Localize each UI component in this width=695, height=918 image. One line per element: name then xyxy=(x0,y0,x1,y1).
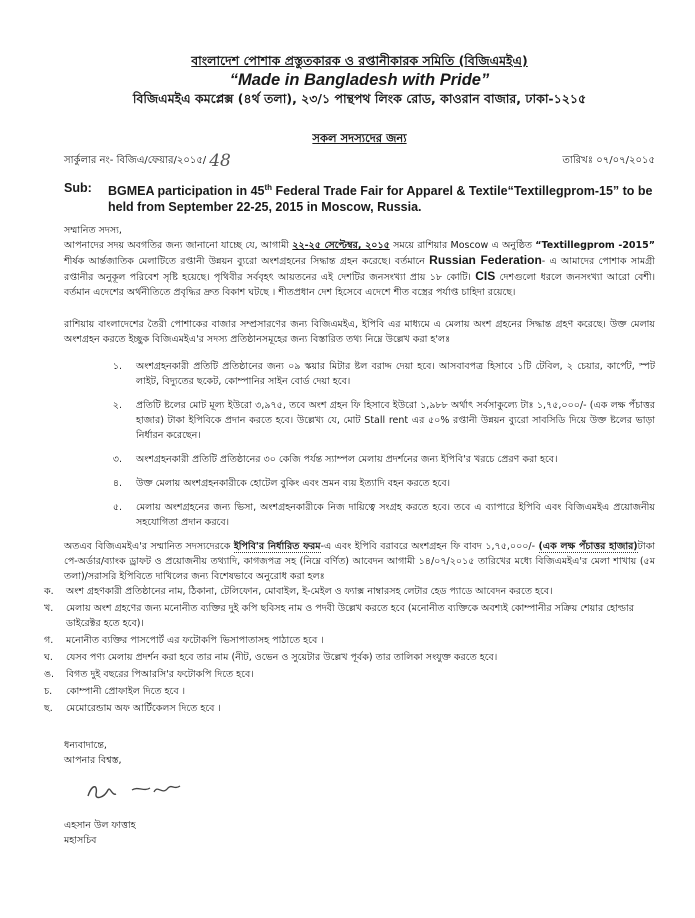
yours-line: আপনার বিশ্বস্ত, xyxy=(64,755,122,767)
requirement-text: মেলায় অংশ গ্রহণের জন্য মনোনীত ব্যক্তির দুই কপি ছবিসহ নাম ও পদবী উল্লেখ করতে হবে (মনোনীত ব্যক্তিকে অবশ্যই কোম্পানীর সক্রিয় শেয়ার হোল্ডার ডাইরেক্টর হতে হবে)। xyxy=(66,603,635,630)
list-item xyxy=(44,601,655,631)
requirement-letter: ক. xyxy=(44,586,54,598)
circular-number-label: সার্কুলার নং- বিজিএ/ফেয়ার/২০১৫/ xyxy=(64,155,207,166)
epb-form: ইপিবি'র নির্ধারিত ফরম xyxy=(233,541,321,553)
subject-text xyxy=(108,180,655,215)
para1-d: - এ আমাদের পোশাক সামগ্রী রপ্তানীর অনুকূল পরিবেশ সৃষ্টি হয়েছে। পৃথিবীর সর্ববৃহৎ আয়তনের এই দেশটির জনসংখ্যা প্রায় ১৮ কোটি। xyxy=(64,256,655,284)
requirement-text: অংশ গ্রহণকারী প্রতিষ্ঠানের নাম, ঠিকানা, টেলিফোন, মোবাইল, ই-মেইল ও ফ্যাক্স নাম্বারসহ লেটার হেড প্যাডে আবেদন করতে হবে। xyxy=(66,586,553,598)
subject-part-2: Federal Trade Fair for Apparel & Textile“Textillegprom-15” to be held from September 22-25, 2015 in Moscow, Russia. xyxy=(108,184,653,215)
signatory-title: মহাসচিব xyxy=(64,835,97,847)
details-list xyxy=(64,359,655,530)
requirement-text: মনোনীত ব্যক্তির পাসপোর্ট এর ফটোকপি ভিসাপাতাসহ পাঠাতে হবে । xyxy=(66,635,324,647)
handwritten-number: 48 xyxy=(209,151,231,171)
para1-a: আপনাদের সদয় অবগতির জন্য জানানো যাচ্ছে যে, আগামী xyxy=(64,240,293,252)
fair-name: “Textillegprom -2015” xyxy=(535,240,655,252)
requirement-letter: ঘ. xyxy=(44,652,53,664)
para3-a: অতএব বিজিএমইএ'র সম্মানিত সদস্যদেরকে xyxy=(64,541,234,553)
list-item-text: উক্ত মেলায় অংশগ্রহনকারীকে হোটেল বুকিং এবং ভ্রমন ব্যয় ইত্যাদি বহন করতে হবে। xyxy=(136,478,451,490)
subject-line xyxy=(64,180,655,215)
closing xyxy=(64,738,655,768)
requirement-letter: ঙ. xyxy=(44,669,54,681)
list-item xyxy=(64,500,655,530)
country-name: Russian Federation xyxy=(429,253,542,268)
list-item xyxy=(64,452,655,467)
reference-line xyxy=(64,152,655,170)
signatory-name: এহসান উল ফাত্তাহ xyxy=(64,820,136,832)
paragraph-decision: রাশিয়ায় বাংলাদেশের তৈরী পোশাকের বাজার সম্প্রসারণের জন্য বিজিএমইএ, ইপিবি এর মাধ্যমে এ মেলায় অংশ গ্রহনের সিদ্ধান্ত গ্রহণ করেছে। উক্ত মেলায় অংশগ্রহন করতে ইচ্ছুক বিজিএমইএ'র সদস্য প্রতিষ্ঠানসমূহের জন্য বিস্তারিত তথ্য নিম্নে উল্লেখ করা হ'লঃ xyxy=(64,319,655,346)
list-item xyxy=(64,398,655,443)
list-item xyxy=(44,701,655,716)
subject-label: Sub: xyxy=(64,181,92,195)
requirement-letter: গ. xyxy=(44,635,54,647)
list-item-number: ৫. xyxy=(112,502,122,514)
signature-scribble xyxy=(82,774,202,804)
para3-c: টাকা পে-অর্ডার/ব্যাংক ড্রাফট ও প্রয়োজনীয় তথ্যাদি, কাগজপত্র সহ (নিম্নে বর্ণিত) আবেদন আগামী ১৪/০৭/২০১৫ তারিখের মধ্যে বিজিএমইএ'র মেলা শাখায় (৫ম তলা)/সরাসরি ইপিবিতে দাখিলের জন্য বিশেষভাবে অনুরোধ করা হলঃ xyxy=(64,541,655,583)
signature xyxy=(64,768,655,806)
requirement-text: মেমোরেন্ডাম অফ আর্টিকেলস দিতে হবে । xyxy=(66,703,221,715)
requirements-list xyxy=(44,584,655,716)
signatory xyxy=(64,818,655,848)
amount-in-words: (এক লক্ষ পঁচাত্তর হাজার) xyxy=(538,541,638,553)
requirement-letter: ছ. xyxy=(44,703,53,715)
list-item-text: মেলায় অংশগ্রহনের জন্য ভিসা, অংশগ্রহনকারীকে নিজ দায়িত্বে সংগ্রহ করতে হবে। তবে এ ব্যাপারে ইপিবি এবং বিজিএমইএ প্রয়োজনীয় সহযোগিতা প্রদান করবে। xyxy=(136,502,655,529)
requirement-text: বিগত দুই বছরের পিআরসি'র ফটোকপি দিতে হবে। xyxy=(66,669,254,681)
addressee: সকল সদস্যদের জন্য xyxy=(312,131,407,145)
list-item-number: ৩. xyxy=(112,454,122,466)
requirement-letter: খ. xyxy=(44,603,54,615)
cis-label: CIS xyxy=(475,269,496,284)
org-name: বাংলাদেশ পোশাক প্রস্তুতকারক ও রপ্তানীকারক সমিতি (বিজিএমইএ) xyxy=(191,53,528,68)
list-item xyxy=(64,359,655,389)
list-item-number: ২. xyxy=(112,400,122,412)
para1-c: শীর্ষক আর্ন্তজাতিক মেলাটিতে রপ্তানী উন্নয়ন ব্যুরো অংশগ্রহনের সিদ্ধান্ত গ্রহন করেছে। বর্তমানে xyxy=(64,256,430,268)
para1-e: দেশগুলো ধরলে জনসংখ্যা আরো বেশী। বর্তমান এদেশের অর্থনীতিতে প্রবৃদ্ধির দ্রুত বিকাশ ঘটছে । শীতপ্রধান দেশ হিসেবে এদেশে শীত বস্ত্রের পর্যাপ্ত চাহিদা রয়েছে। xyxy=(64,272,655,299)
list-item xyxy=(64,476,655,491)
para1-b: সময়ে রাশিয়ার Moscow এ অনুষ্ঠিত xyxy=(389,240,536,252)
list-item xyxy=(44,633,655,648)
paragraph-request xyxy=(64,539,655,584)
org-address: বিজিএমইএ কমপ্লেক্স (৪র্থ তলা), ২৩/১ পান্থপথ লিংক রোড, কাওরান বাজার, ঢাকা-১২১৫ xyxy=(132,91,587,106)
salutation: সম্মানিত সদস্য, xyxy=(64,225,122,237)
paragraph-intro xyxy=(64,238,655,300)
list-item-text: অংশগ্রহনকারী প্রতিটি প্রতিষ্ঠানের ৩০ কেজি পর্যন্ত স্যাম্পল মেলায় প্রদর্শনের জন্য ইপিবি'র খরচে প্রেরণ করা হবে। xyxy=(136,454,558,466)
circular-number xyxy=(64,152,231,170)
list-item-number: ৪. xyxy=(112,478,122,490)
list-item xyxy=(44,667,655,682)
list-item-text: অংশগ্রহনকারী প্রতিটি প্রতিষ্ঠানের জন্য ০৯ স্কয়ার মিটার ষ্টল বরাদ্দ দেয়া হবে। আসবাবপত্র হিসাবে ১টি টেবিল, ২ চেয়ার, কার্পেট, স্পট লাইট, বিদ্যুতের ছকেট, কোম্পানির সাইন বোর্ড দেয়া হবে। xyxy=(136,361,655,388)
requirement-text: কোম্পানী প্রোফাইল দিতে হবে । xyxy=(66,686,186,698)
list-item xyxy=(44,650,655,665)
slogan: “Made in Bangladesh with Pride” xyxy=(229,71,490,89)
subject-sup: th xyxy=(264,183,273,192)
letterhead xyxy=(64,52,655,108)
circular-date: তারিখঃ ০৭/০৭/২০১৫ xyxy=(562,155,655,166)
thanks-line: ধন্যবাদান্তে, xyxy=(64,740,107,752)
list-item xyxy=(44,684,655,699)
requirement-letter: চ. xyxy=(44,686,53,698)
list-item-text: প্রতিটি ষ্টলের মোট মূল্য ইউরো ৩,৯৭৫, তবে অংশ গ্রহন ফি হিসাবে ইউরো ১,৯৮৮ অর্থাৎ সর্বসাকুল্যে টাঃ ১,৭৫,০০০/- (এক লক্ষ পঁচাত্তর হাজার) টাকা ইপিবিকে প্রদান করতে হবে। উল্লেখ্য যে, মোট Stall rent এর ৫০% রপ্তানী উন্নয়ন ব্যুরো সাবসিডি দিয়ে উক্ত ষ্টলের ভাড়া নির্ধারন করেছেন। xyxy=(136,400,655,442)
list-item-number: ১. xyxy=(112,361,122,373)
list-item xyxy=(44,584,655,599)
requirement-text: যেসব পণ্য মেলায় প্রদর্শন করা হবে তার নাম (নীট, ওভেন ও সুয়েটার উল্লেখ পূর্বক) তার তালিকা সংযুক্ত করতে হবে। xyxy=(66,652,498,664)
subject-part-1: BGMEA participation in 45 xyxy=(108,184,265,199)
fair-dates: ২২-২৫ সেপ্টেম্বর, ২০১৫ xyxy=(292,240,390,252)
para3-b: -এ এবং ইপিবি বরাবরে অংশগ্রহন ফি বাবদ ১,৭৫,০০০/- xyxy=(320,541,539,553)
